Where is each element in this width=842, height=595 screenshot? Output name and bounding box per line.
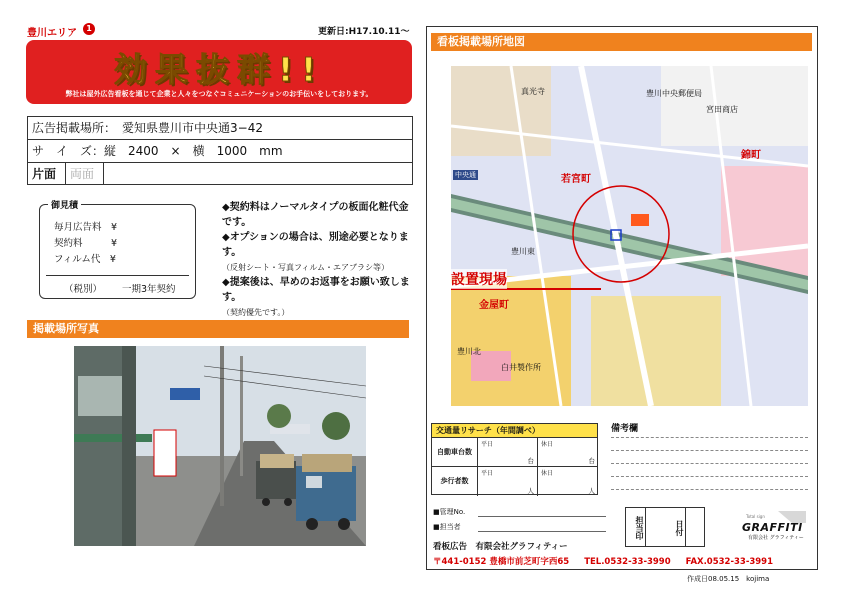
- map-section-title: 看板掲載場所地図: [431, 33, 812, 51]
- map-label-1: 真光寺: [521, 87, 545, 96]
- contract-term: 一期3年契約: [122, 284, 176, 295]
- manager-no-field[interactable]: [478, 516, 606, 517]
- area-number-badge: 1: [83, 23, 95, 35]
- weekday-label: 平日: [481, 441, 494, 448]
- traffic-research-box: [431, 423, 598, 495]
- tax-note: （税別）: [64, 284, 103, 295]
- car-weekday-cell: [478, 438, 538, 466]
- logo-name: GRAFFITI: [742, 521, 803, 534]
- note-1: ◆契約料はノーマルタイプの板面化粧代金です。: [222, 202, 409, 228]
- map-label-3: 宮田商店: [706, 105, 738, 114]
- photo-section-title: 掲載場所写真: [27, 320, 409, 338]
- site-label: 設置現場: [451, 269, 507, 289]
- car-holiday-cell: [538, 438, 598, 466]
- note-2-detail: （反射シート・写真フィルム・エアブラシ等）: [222, 263, 390, 272]
- size-row: サ イ ズ：縦 2400 × 横 1000 mm: [28, 140, 412, 163]
- ad-info-table: [27, 116, 413, 185]
- holiday-label: 休日: [541, 441, 554, 448]
- walk-unit-2: 人: [588, 487, 595, 495]
- company-contact: [433, 555, 785, 567]
- map-label-10: 豊川北: [457, 347, 481, 356]
- film-fee: フィルム代 ¥: [54, 254, 116, 265]
- note-2: ◆オプションの場合は、別途必要となります。: [222, 232, 409, 258]
- street-photo-image: [74, 346, 366, 546]
- graffiti-logo: [732, 511, 806, 541]
- map-image: [451, 66, 808, 406]
- person-stamp-label: 担当印: [626, 508, 646, 546]
- person-field[interactable]: [478, 531, 606, 532]
- location-row: 広告掲載場所： 愛知県豊川市中央通3−42: [28, 117, 412, 140]
- stamp-box: [625, 507, 705, 547]
- remark-line-1[interactable]: [611, 437, 808, 438]
- map-label-8: 豊川東: [511, 247, 535, 256]
- car-unit-2: 台: [588, 457, 595, 465]
- company-fax: FAX.0532-33-3991: [685, 557, 773, 567]
- holiday-label-2: 休日: [541, 470, 554, 477]
- face-double: 両面: [66, 163, 104, 185]
- remark-line-4[interactable]: [611, 476, 808, 477]
- estimate-title: 御見積: [48, 198, 81, 211]
- remark-line-5[interactable]: [611, 489, 808, 490]
- updated-date: 更新日:H17.10.11〜: [318, 27, 410, 37]
- weekday-label-2: 平日: [481, 470, 494, 477]
- area-label: 豊川エリア: [27, 28, 77, 39]
- map-label-5: 中央通: [455, 171, 476, 179]
- contract-fee: 契約料 ¥: [54, 238, 118, 249]
- remark-line-2[interactable]: [611, 450, 808, 451]
- banner-subtitle: 弊社は屋外広告看板を通じて企業と人々をつなぐコミュニケーションのお手伝いをしております。: [65, 90, 373, 98]
- pedestrian-row: [432, 467, 597, 496]
- walk-holiday-cell: [538, 467, 598, 496]
- notes: [222, 200, 414, 320]
- car-count-label: 自動車台数: [432, 438, 478, 466]
- note-3: ◆提案後は、早めのお返事をお願い致します。: [222, 277, 410, 303]
- company-address: 〒441-0152 豊橋市前芝町字西65: [433, 557, 570, 567]
- person-label: ■担当者: [433, 523, 461, 531]
- remark-line-3[interactable]: [611, 463, 808, 464]
- face-row: [28, 163, 412, 186]
- location-map[interactable]: [451, 66, 808, 406]
- map-label-2: 豊川中央郵便局: [646, 89, 702, 98]
- pedestrian-label: 歩行者数: [432, 467, 478, 496]
- map-label-4: 若宮町: [561, 174, 591, 185]
- logo-tagline: Total sign: [746, 514, 765, 519]
- logo-subtitle: 有限会社 グラフィティー: [748, 535, 804, 541]
- map-label-6: 錦町: [741, 150, 761, 161]
- car-unit: 台: [527, 457, 534, 465]
- map-label-9: 白井製作所: [501, 363, 541, 372]
- traffic-title: 交通量リサーチ（年間調べ）: [432, 424, 597, 438]
- face-single: 片面: [28, 163, 66, 185]
- company-name: 看板広告 有限会社グラフィティー: [433, 542, 568, 552]
- car-count-row: [432, 438, 597, 467]
- monthly-fee: 毎月広告料 ¥: [54, 222, 118, 233]
- banner-title: 効果抜群!!: [113, 50, 325, 89]
- remarks-title: 備考欄: [611, 424, 639, 434]
- walk-unit: 人: [527, 487, 534, 495]
- map-label-7: 金屋町: [479, 300, 509, 311]
- location-photo: [74, 346, 366, 546]
- note-3-detail: （契約優先です。）: [222, 308, 290, 317]
- estimate-box: [39, 201, 196, 299]
- created-date: 作成日08.05.15 kojima: [687, 575, 770, 583]
- date-stamp-label: 日付: [666, 508, 686, 546]
- company-tel: TEL.0532-33-3990: [584, 557, 671, 567]
- promo-banner: [26, 40, 412, 104]
- manager-no-label: ■管理No.: [433, 508, 466, 516]
- walk-weekday-cell: [478, 467, 538, 496]
- estimate-divider: [46, 275, 189, 276]
